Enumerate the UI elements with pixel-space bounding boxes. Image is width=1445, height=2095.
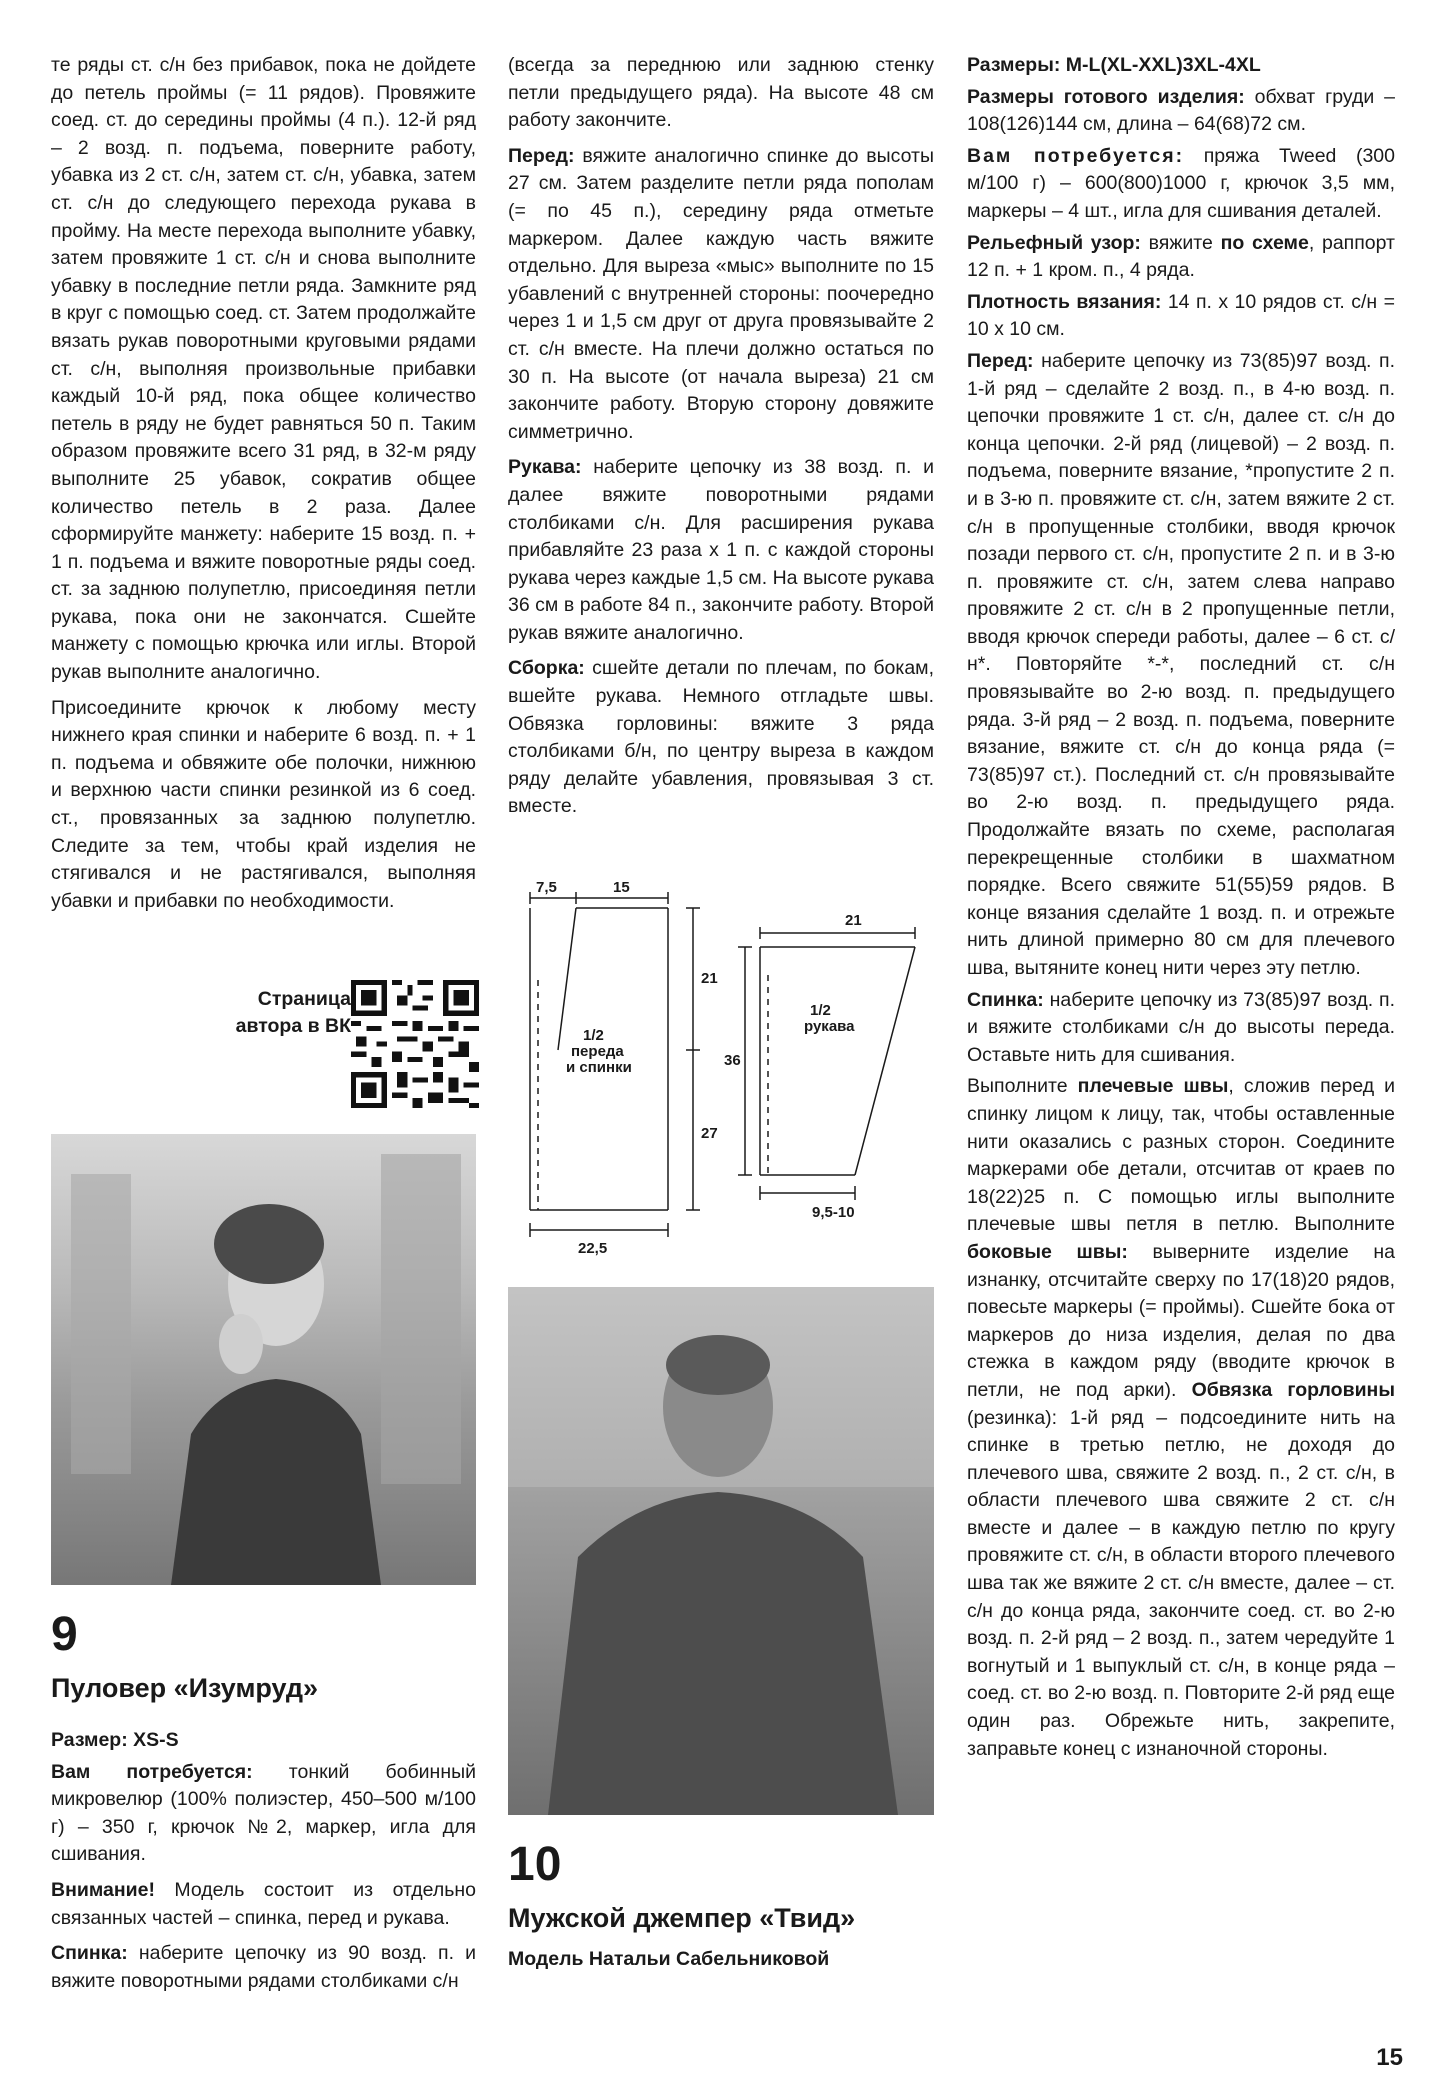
page-number: 15 — [1376, 2044, 1403, 2071]
sleeves-paragraph: Рукава: наберите цепочку из 38 возд. п. и далее вяжите поворотными рядами столбиками с/н. Для расширения рукава прибавляйте 23 раза х 1 п. с каждой стороны рукава через каждые 1,5 см. На высоте рукава 36 см в работе 84 п., закончите работу. Второй рукав вяжите аналогично. — [508, 456, 934, 644]
dim-label: 7,5 — [536, 879, 557, 896]
attention-line: Внимание! Модель состоит из отдельно связанных частей – спинка, перед и рукава. — [51, 1878, 476, 1929]
qr-code-icon[interactable] — [351, 980, 479, 1108]
model-photo-woman — [51, 1134, 476, 1585]
qr-label: Страница автора в ВК — [235, 988, 351, 1037]
front-paragraph: Перед: наберите цепочку из 73(85)97 возд. п. 1-й ряд – сделайте 2 возд. п., в 4-ю возд. п. цепочки провяжите 1 ст. с/н, далее ст. с/н до конца цепочки. 2-й ряд (лицевой) – 2 возд. п. подъема, поверните вязание, *пропустите 2 п. и в 3-ю п. провяжите ст. с/н, затем вяжите 2 ст. с/н в пропущенные столбики, вводя крючок позади первого ст. с/н, пропустите 2 п. и в 3-ю п. провяжите ст. с/н, затем слева направо провяжите 2 ст. с/н в 2 пропущенные петли, вводя крючок спереди работы, далее – 6 ст. с/н*. Повторяйте *-*, последний ст. с/н провязывайте во 2-ю возд. п. предыдущего ряда. 3-й ряд – 2 возд. п. подъема, поверните вязание, вяжите ст. с/н до конца ряда (= 73(85)97 ст.). Последний ст. с/н провязывайте во 2-ю возд. п. предыдущего ряда. Продолжайте вязать по схеме, располагая перекрещенные столбики в шахматном порядке. Всего свяжите 51(55)59 рядов. В конце вязания сделайте 1 возд. п. и отрежьте нить длиной примерно 80 см для плечевого шва, вытяните конец нити через эту петлю. — [967, 349, 1395, 979]
front-paragraph: Перед: вяжите аналогично спинке до высоты 27 см. Затем разделите петли ряда пополам (= по 45 п.), середину ряда отметьте маркером. Далее каждую часть вяжите отдельно. Для выреза «мыс» выполните по 15 убавлений с внутренней стороны: поочередно через 1 и 1,5 см друг от друга провязывайте 2 ст. с/н вместе. На плечи должно остаться по 30 п. На высоте (от начала выреза) 21 см закончите работу. Вторую сторону довяжите симметрично. — [508, 144, 934, 443]
finished-size-line: Размеры готового изделия: обхват груди – 108(126)144 см, длина – 64(68)72 см. — [967, 85, 1395, 136]
dim-label: 36 — [724, 1052, 741, 1069]
dim-label: 22,5 — [578, 1240, 608, 1257]
pattern-author: Модель Натальи Сабельниковой — [508, 1948, 830, 1970]
dim-label: 21 — [701, 970, 718, 987]
pattern-title: Пуловер «Изумруд» — [51, 1673, 319, 1703]
column-1 — [51, 52, 476, 923]
dim-label: 9,5-10 — [812, 1204, 855, 1221]
assembly-paragraph: Сборка: сшейте детали по плечам, по бокам, вшейте рукава. Немного отгладьте швы. Обвязка горловины: вяжите 3 ряда столбиками б/н, по центру выреза в каждом ряду делайте убавления, провязывая 3 ст. вместе. — [508, 657, 934, 818]
paragraph: те ряды ст. с/н без прибавок, пока не дойдете до петель проймы (= 11 рядов). Провяжите соед. ст. до середины проймы (4 п.). 12-й ряд – 2 возд. п. подъема, поверните работу, убавка из 2 ст. с/н, затем ст. с/н, убавка, затем ст. с/н до следующего перехода рукава в пройму. На месте перехода выполните убавку, затем провяжите 1 ст. с/н и снова выполните убавку в последние петли ряда. Замкните ряд в круг с помощью соед. ст. Затем продолжайте вязать рукав поворотными круговыми рядами ст. с/н, выполняя произвольные прибавки каждый 10-й ряд, пока общее количество петель в ряду не будет равняться 50 п. Таким образом провяжите всего 31 ряд, в 32-м ряду выполните 25 убавок, сократив общее количество петель в 2 раза. Далее сформируйте манжету: наберите 15 возд. п. + 1 п. подъема и вяжите поворотные ряды соед. ст. за заднюю полупетлю, присоединяя петли рукава, пока они не закончатся. Сшейте манжету с помощью крючка или иглы. Второй рукав выполните аналогично. — [51, 54, 476, 684]
back-line: Спинка: наберите цепочку из 90 возд. п. и вяжите поворотными рядами столбиками с/н — [51, 1942, 476, 1992]
back-paragraph: Спинка: наберите цепочку из 73(85)97 возд. п. и вяжите столбиками с/н до высоты переда. Оставьте нить для сшивания. — [967, 988, 1395, 1066]
size-line: Размер: XS-S — [51, 1729, 179, 1751]
piece-label: переда — [571, 1043, 624, 1060]
diagram-front-back — [508, 880, 718, 1260]
sizes-line: Размеры: M-L(XL-XXL)3XL-4XL — [967, 54, 1261, 76]
column-3 — [967, 52, 1395, 1767]
needs-line: Вам потребуется: тонкий бобинный микровелюр (100% полиэстер, 450–500 м/100 г) – 350 г, крючок №2, маркер, игла для сшивания. — [51, 1760, 477, 1866]
diagram-sleeve — [724, 885, 935, 1225]
dim-label: 27 — [701, 1125, 718, 1142]
seams-paragraph: Выполните плечевые швы, сложив перед и спинку лицом к лицу, так, чтобы оставленные нити оказались с разных сторон. Соедините маркерами обе детали, отсчитав от краев по 18(22)25 п. С помощью иглы выполните плечевые швы петля в петлю. Выполните боковые швы: выверните изделие на изнанку, отсчитайте сверху по 17(18)20 рядов, повесьте маркеры (= проймы). Сшейте бока от маркеров до низа изделия, делая по два стежка в каждом ряду (вводите крючок в петли, не под арки). Обвязка горловины (резинка): 1-й ряд – подсоедините нить на спинке в третью петлю, не доходя до плечевого шва, свяжите 2 возд. п., 2 ст. с/н, в области плечевого шва свяжите 2 ст. с/н вместе и далее – в каждую петлю по кругу провяжите ст. с/н, в области второго плечевого шва так же вяжите 2 ст. с/н вместе, далее – ст. с/н до конца ряда, закончите соед. ст. во 2-ю возд. п. 2-й ряд – 2 возд. п., затем чередуйте 1 вогнутый и 1 выпуклый ст. с/н, в конце ряда – соед. ст. во 2-ю возд. п. Повторите 2-й ряд еще один раз. Обрежьте нить, закрепите, заправьте конец с изнаночной стороны. — [967, 1075, 1395, 1760]
piece-label: 1/2 — [583, 1027, 604, 1044]
dim-label: 21 — [845, 912, 862, 929]
needs-line: Вам потребуется: пряжа Tweed (300 м/100 г) – 600(800)1000 г, крючок 3,5 мм, маркеры – 4 шт., игла для сшивания деталей. — [967, 144, 1395, 222]
piece-label: 1/2 — [810, 1002, 831, 1019]
pattern-title: Мужской джемпер «Твид» — [508, 1903, 856, 1933]
section-9-text — [51, 1727, 476, 2003]
piece-label: рукава — [804, 1018, 855, 1035]
density-line: Плотность вязания: 14 п. х 10 рядов ст. с/н = 10 х 10 см. — [967, 290, 1395, 341]
dim-label: 15 — [613, 879, 630, 896]
paragraph: Присоедините крючок к любому месту нижнего края спинки и наберите 6 возд. п. + 1 п. подъема и обвяжите обе полочки, нижнюю и верхнюю части спинки резинкой из 6 соед. ст., провязанных за заднюю полупетлю. Следите за тем, чтобы край изделия не стягивался и не растягивался, выполняя убавки и прибавки по необходимости. — [51, 696, 476, 912]
paragraph: (всегда за переднюю или заднюю стенку петли предыдущего ряда). На высоте 48 см работу закончите. — [508, 54, 934, 132]
piece-label: и спинки — [566, 1059, 632, 1076]
column-2 — [508, 52, 934, 829]
pattern-number: 10 — [508, 1838, 562, 1891]
qr-block — [194, 980, 479, 1115]
pattern-line: Рельефный узор: вяжите по схеме, раппорт 12 п. + 1 кром. п., 4 ряда. — [967, 231, 1395, 282]
pattern-number: 9 — [51, 1608, 78, 1661]
model-photo-man — [508, 1287, 934, 1815]
